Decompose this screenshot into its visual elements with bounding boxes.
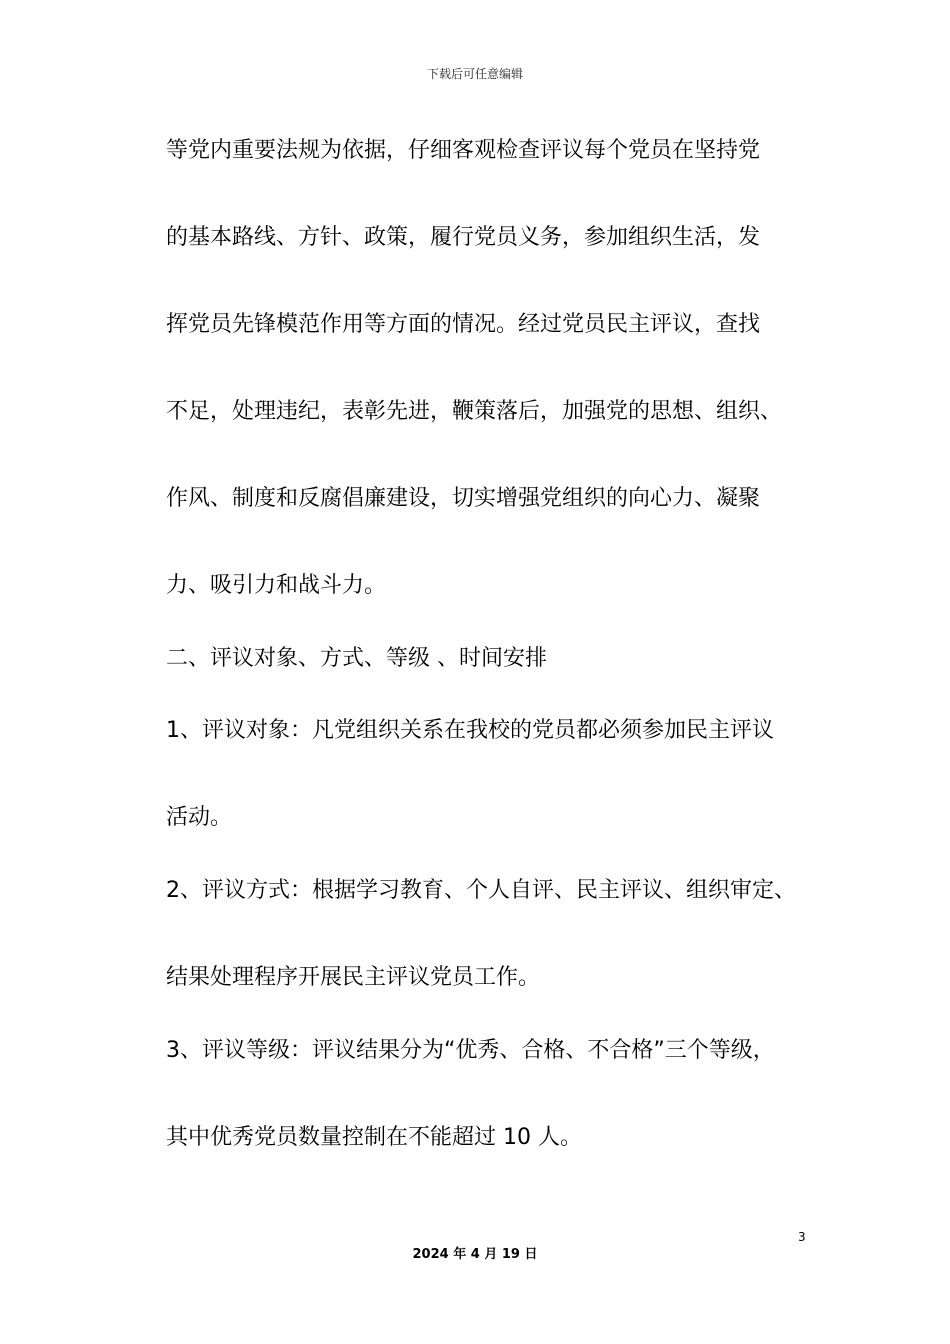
body-line: 不足，处理违纪，表彰先进，鞭策落后，加强党的思想、组织、 (166, 399, 783, 424)
body-line: 3、评议等级：评议结果分为“优秀、合格、不合格”三个等级， (166, 1038, 775, 1063)
body-line: 挥党员先锋模范作用等方面的情况。经过党员民主评议，查找 (166, 312, 761, 337)
body-line: 力、吸引力和战斗力。 (166, 573, 387, 598)
body-line: 作风、制度和反腐倡廉建设，切实增强党组织的向心力、凝聚 (166, 486, 761, 511)
page-header-note: 下载后可任意编辑 (426, 67, 523, 81)
section-heading: 二、评议对象、方式、等级 、时间安排 (166, 646, 547, 671)
body-line: 等党内重要法规为依据，仔细客观检查评议每个党员在坚持党 (166, 138, 761, 163)
page-number: 3 (798, 1230, 806, 1244)
body-line: 活动。 (166, 805, 233, 830)
body-line: 的基本路线、方针、政策，履行党员义务，参加组织生活，发 (166, 225, 761, 250)
body-line: 1、评议对象：凡党组织关系在我校的党员都必须参加民主评议 (166, 718, 774, 743)
body-line: 其中优秀党员数量控制在不能超过 10 人。 (166, 1125, 582, 1150)
body-line: 2、评议方式：根据学习教育、个人自评、民主评议、组织审定、 (166, 878, 796, 903)
body-line: 结果处理程序开展民主评议党员工作。 (166, 965, 541, 990)
footer-date: 2024 年 4 月 19 日 (412, 1247, 538, 1262)
